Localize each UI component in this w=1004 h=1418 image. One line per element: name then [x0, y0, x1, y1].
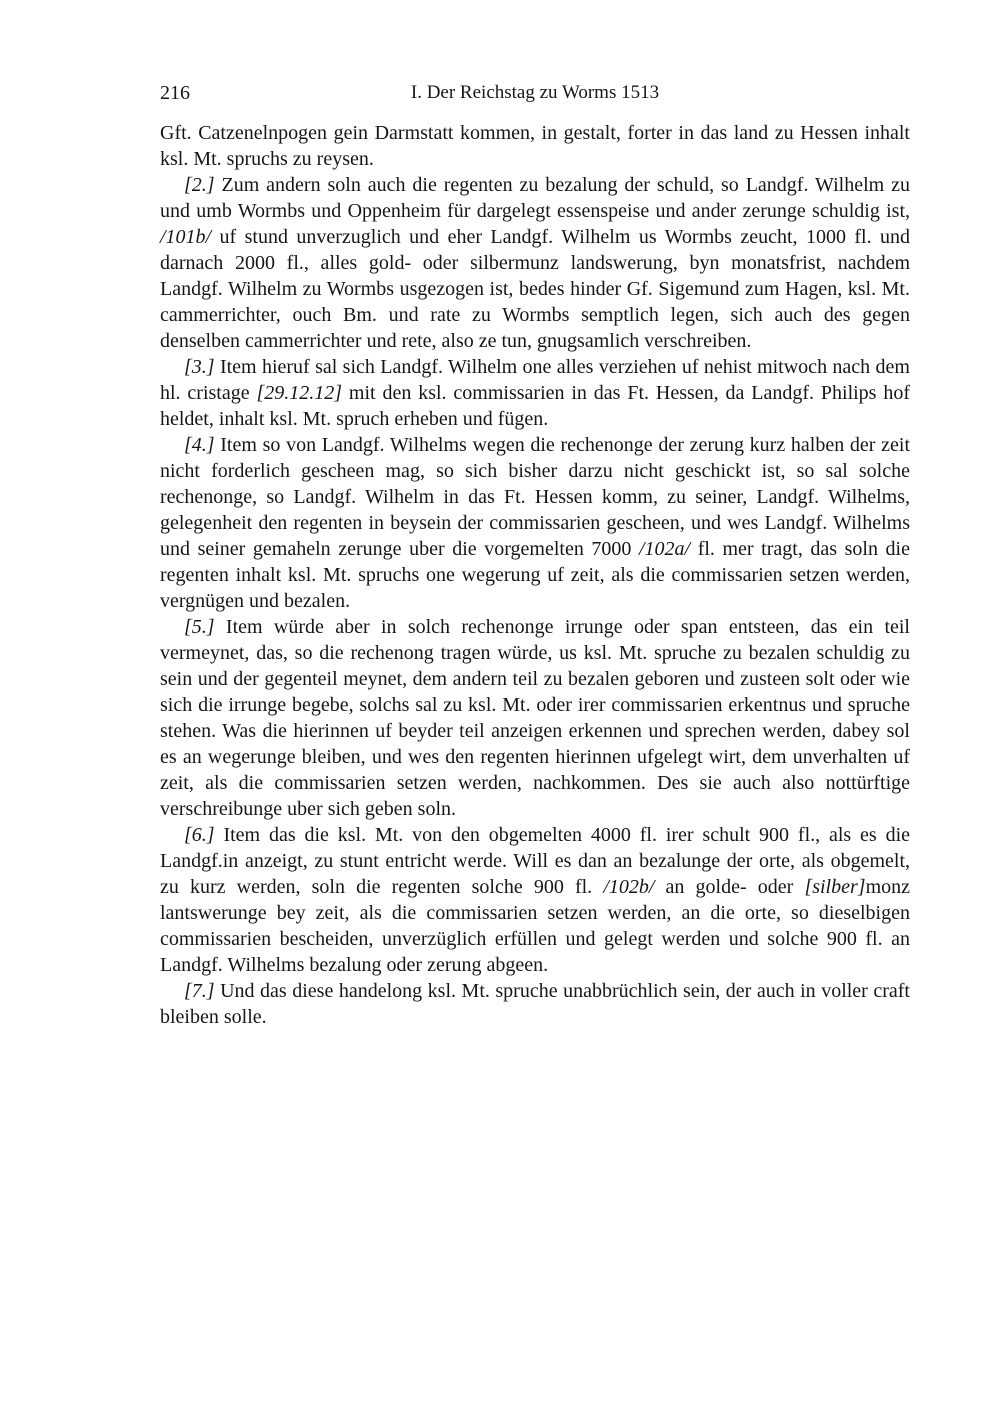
italic-segment: [2.]: [184, 174, 222, 196]
text-segment: Item würde aber in solch rechenonge irrunge oder span entsteen, das ein teil vermeynet, das, so die rechenong tragen würde, us ksl. Mt. spruche zu bezalen schuldig zu sein und der gegenteil meynet, dem andern teil zu bezalen geboren und zusteen solt oder wie sich die irrunge begebe, solchs sal zu ksl. Mt. oder irer commissarien erkentnus und spruche stehen. Was die hierinnen uf beyder teil anzeigen erkennen und sprechen werden, dabey sol es an wegerunge bleiben, und wes den regenten hierinnen ufgelegt wirt, dem unverhalten uf zeit, als die commissarien setzen werden, nachkommen. Des sie auch also nottürftige verschreibunge uber sich geben soln.: [160, 616, 910, 820]
paragraph: [160, 614, 910, 822]
paragraph: [160, 978, 910, 1030]
page-body: [160, 120, 910, 1030]
text-segment: Item so von Landgf. Wilhelms wegen die rechenonge der zerung kurz halben der zeit nicht forderlich gescheen mag, so sich bisher darzu nicht geschickt ist, so sal solche rechenonge, so Landgf. Wilhelm in das Ft. Hessen komm, zu seiner, Landgf. Wilhelms, gelegenheit den regenten in beysein der commissarien gescheen, und wes Landgf. Wilhelms und seiner gemaheln zerunge uber die vorgemelten 7000: [160, 434, 910, 560]
paragraph: [160, 822, 910, 978]
page-header: [160, 80, 910, 108]
text-segment: Und das diese handelong ksl. Mt. spruche unabbrüchlich sein, der auch in voller craft bleiben solle.: [160, 980, 910, 1028]
italic-segment: [29.12.12]: [256, 382, 343, 404]
text-segment: Item das die ksl. Mt. von den obgemelten 4000 fl. irer schult 900 fl., als es die Landgf.in anzeigt, zu stunt entricht werde. Will es dan an bezalunge der orte, als obgemelt, zu kurz werden, soln die regenten solche 900 fl.: [160, 824, 911, 898]
paragraph: [160, 432, 910, 614]
italic-segment: [6.]: [184, 824, 224, 846]
italic-segment: /102a/: [639, 538, 691, 560]
italic-segment: [5.]: [184, 616, 226, 638]
page-number: 216: [160, 82, 190, 104]
italic-segment: [7.]: [184, 980, 221, 1002]
paragraph: [160, 172, 910, 354]
text-segment: Item hieruf sal sich Landgf. Wilhelm one alles verziehen uf nehist mitwoch nach dem hl. cristage: [160, 356, 910, 404]
italic-segment: /101b/: [160, 226, 212, 248]
text-segment: an golde- oder: [654, 876, 805, 898]
italic-segment: [4.]: [184, 434, 221, 456]
paragraph: [160, 354, 910, 432]
text-segment: monz lantswerunge bey zeit, als die commissarien setzen werden, an die orte, so dieselbigen commissarien bescheiden, unverzüglich erfüllen und gelegt werden und solche 900 fl. an Landgf. Wilhelms bezalung oder zerung abgeen.: [160, 876, 910, 976]
paragraph: [160, 120, 910, 172]
italic-segment: /102b/: [603, 876, 655, 898]
running-head: I. Der Reichstag zu Worms 1513: [410, 82, 660, 103]
text-segment: Gft. Catzenelnpogen gein Darmstatt kommen, in gestalt, forter in das land zu Hessen inhalt ksl. Mt. spruchs zu reysen.: [160, 122, 910, 170]
text-segment: fl. mer tragt, das soln die regenten inhalt ksl. Mt. spruchs one wegerung uf zeit, als die commissarien setzen werden, vergnügen und bezalen.: [160, 538, 910, 612]
text-segment: uf stund unverzuglich und eher Landgf. Wilhelm us Wormbs zeucht, 1000 fl. und darnach 2000 fl., alles gold- oder silbermunz landswerung, byn monatsfrist, nachdem Landgf. Wilhelm zu Wormbs usgezogen ist, bedes hinder Gf. Sigemund zum Hagen, ksl. Mt. cammerrichter, ouch Bm. und rate zu Wormbs semptlich legen, sich auch des gegen denselben cammerrichter und rete, also ze tun, gnugsamlich verschreiben.: [160, 226, 910, 352]
italic-segment: [silber]: [804, 876, 866, 898]
text-segment: Zum andern soln auch die regenten zu bezalung der schuld, so Landgf. Wilhelm zu und umb Wormbs und Oppenheim für dargelegt essenspeise und ander zerunge schuldig ist,: [160, 174, 910, 222]
text-segment: mit den ksl. commissarien in das Ft. Hessen, da Landgf. Philips hof heldet, inhalt ksl. Mt. spruch erheben und fügen.: [160, 382, 910, 430]
italic-segment: [3.]: [184, 356, 220, 378]
